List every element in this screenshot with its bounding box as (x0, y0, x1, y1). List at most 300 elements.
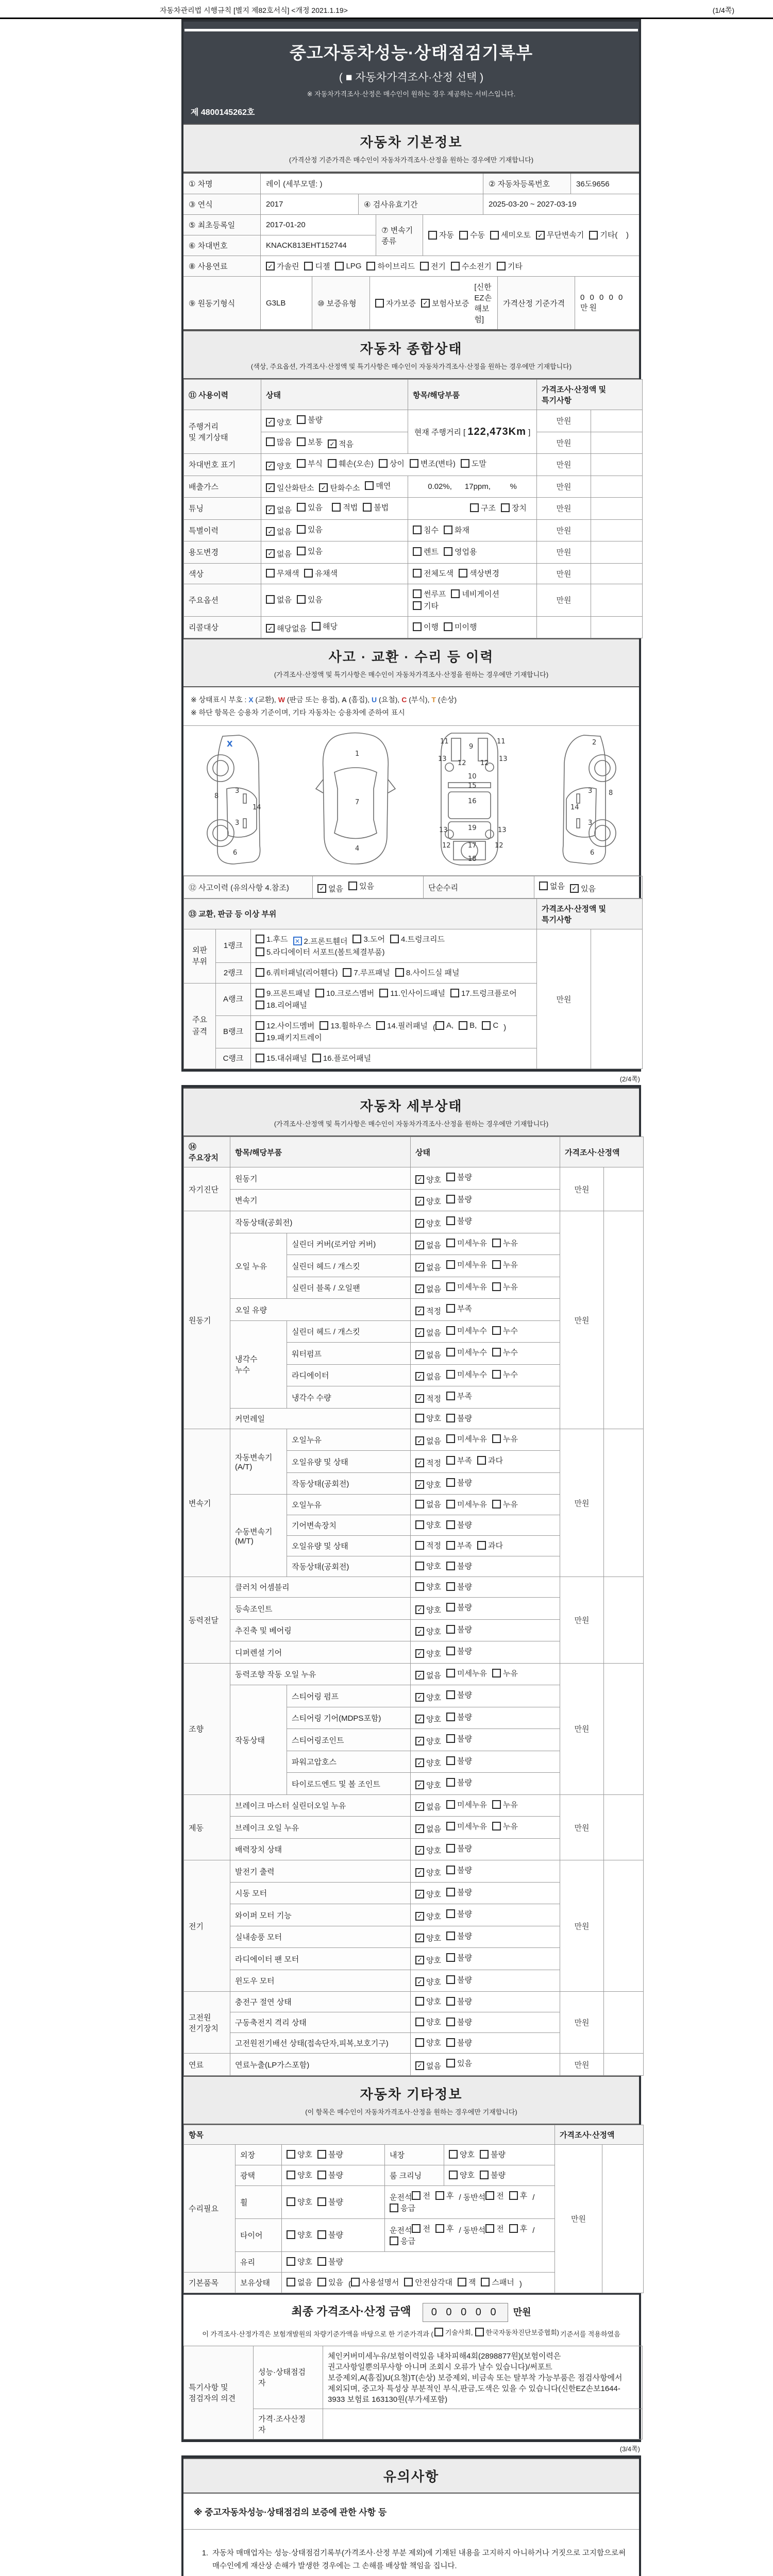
checkbox-양호[interactable] (415, 1519, 441, 1530)
checkbox-icon[interactable] (315, 989, 324, 997)
checkbox-누수[interactable] (492, 1369, 518, 1380)
checkbox-icon[interactable] (415, 1997, 424, 2006)
checkbox-icon[interactable] (395, 968, 404, 977)
checkbox-구조[interactable] (470, 502, 496, 513)
checkbox-양호[interactable] (266, 461, 292, 471)
checkbox-유채색[interactable] (304, 568, 337, 579)
checkbox-icon[interactable] (446, 1713, 455, 1721)
checkbox-없음[interactable] (266, 526, 292, 537)
checkbox-상이[interactable] (379, 458, 405, 469)
checkbox-양호[interactable] (415, 1174, 441, 1185)
checkbox-icon[interactable] (444, 622, 452, 631)
checkbox-9.프론트패널[interactable] (256, 988, 310, 998)
checkbox-icon[interactable] (446, 1953, 455, 1962)
checkbox-icon[interactable] (266, 262, 275, 270)
checkbox-자가보증[interactable] (375, 298, 416, 309)
checkbox-잭[interactable] (458, 2277, 476, 2287)
checkbox-없음[interactable] (539, 880, 565, 891)
checkbox-기타(-)[interactable] (589, 228, 629, 243)
checkbox-icon[interactable] (485, 2224, 494, 2233)
checkbox-icon[interactable] (413, 589, 422, 598)
checkbox-불량[interactable] (446, 1887, 472, 1897)
checkbox-icon[interactable] (434, 2328, 443, 2336)
checkbox-icon[interactable] (477, 1456, 486, 1465)
checkbox-icon[interactable] (490, 231, 499, 240)
checkbox-icon[interactable] (446, 1800, 455, 1809)
checkbox-icon[interactable] (415, 1219, 424, 1228)
checkbox-icon[interactable] (266, 624, 275, 633)
checkbox-icon[interactable] (415, 1627, 424, 1636)
checkbox-응급[interactable] (390, 2235, 415, 2246)
checkbox-B,[interactable] (459, 1021, 477, 1030)
checkbox-icon[interactable] (266, 462, 275, 470)
checkbox-icon[interactable] (415, 1912, 424, 1921)
checkbox-icon[interactable] (446, 1822, 455, 1831)
checkbox-icon[interactable] (470, 503, 479, 512)
checkbox-icon[interactable] (415, 1562, 424, 1570)
checkbox-미세누수[interactable] (446, 1325, 487, 1336)
checkbox-사용설명서[interactable] (351, 2277, 399, 2287)
checkbox-icon[interactable] (446, 1260, 455, 1269)
checkbox-icon[interactable] (287, 2150, 295, 2159)
checkbox-불량[interactable] (317, 2229, 343, 2240)
checkbox-불량[interactable] (446, 1755, 472, 1766)
checkbox-불량[interactable] (446, 1646, 472, 1656)
checkbox-전[interactable] (412, 2223, 430, 2234)
checkbox-해당없음[interactable] (266, 623, 307, 634)
checkbox-불량[interactable] (446, 1172, 472, 1182)
checkbox-안전삼각대[interactable] (404, 2277, 452, 2287)
checkbox-양호[interactable] (415, 1196, 441, 1207)
checkbox-icon[interactable] (446, 2059, 455, 2067)
checkbox-양호[interactable] (415, 1845, 441, 1856)
checkbox-1.후드[interactable] (256, 934, 288, 944)
checkbox-icon[interactable] (332, 503, 341, 512)
checkbox-양호[interactable] (415, 1976, 441, 1987)
checkbox-icon[interactable] (266, 527, 275, 536)
checkbox-icon[interactable] (451, 262, 460, 270)
checkbox-icon[interactable] (297, 525, 306, 534)
checkbox-없음[interactable] (415, 1801, 441, 1812)
checkbox-icon[interactable] (492, 1239, 501, 1247)
checkbox-누유[interactable] (492, 1433, 518, 1444)
checkbox-icon[interactable] (415, 1715, 424, 1723)
checkbox-불량[interactable] (317, 2149, 343, 2160)
checkbox-세미오토[interactable] (490, 228, 531, 243)
checkbox-icon[interactable] (297, 547, 306, 555)
checkbox-렌트[interactable] (413, 546, 439, 557)
checkbox-icon[interactable] (446, 1239, 455, 1247)
checkbox-icon[interactable] (348, 882, 357, 890)
checkbox-icon[interactable] (256, 935, 264, 943)
checkbox-icon[interactable] (446, 1997, 455, 2006)
checkbox-icon[interactable] (317, 2197, 326, 2206)
checkbox-icon[interactable] (415, 1605, 424, 1614)
checkbox-C[interactable] (482, 1021, 498, 1030)
checkbox-icon[interactable] (446, 1625, 455, 1634)
checkbox-불량[interactable] (446, 1413, 472, 1423)
checkbox-영업용[interactable] (444, 546, 477, 557)
checkbox-불량[interactable] (317, 2256, 343, 2267)
checkbox-불량[interactable] (446, 1624, 472, 1635)
checkbox-icon[interactable] (256, 989, 264, 997)
checkbox-icon[interactable] (446, 1520, 455, 1529)
checkbox-양호[interactable] (415, 1736, 441, 1747)
checkbox-전체도색[interactable] (413, 568, 453, 579)
checkbox-icon[interactable] (415, 1737, 424, 1745)
checkbox-icon[interactable] (444, 526, 452, 534)
checkbox-양호[interactable] (415, 1757, 441, 1768)
checkbox-보통[interactable] (297, 436, 323, 447)
checkbox-불량[interactable] (446, 1194, 472, 1205)
checkbox-있음[interactable] (297, 594, 323, 605)
checkbox-icon[interactable] (421, 299, 430, 308)
checkbox-icon[interactable] (415, 1372, 424, 1381)
checkbox-없음[interactable] (415, 1262, 441, 1273)
checkbox-양호[interactable] (415, 1714, 441, 1724)
checkbox-적정[interactable] (415, 1393, 441, 1404)
checkbox-icon[interactable] (492, 1669, 501, 1677)
checkbox-13.휠하우스[interactable] (320, 1020, 371, 1031)
checkbox-icon[interactable] (328, 439, 337, 448)
checkbox-부식[interactable] (297, 458, 323, 469)
checkbox-양호[interactable] (287, 2170, 312, 2180)
checkbox-8.사이드실-패널[interactable] (395, 967, 460, 978)
checkbox-icon[interactable] (432, 1021, 444, 1032)
checkbox-icon[interactable] (477, 1541, 486, 1550)
checkbox-icon[interactable] (390, 2236, 398, 2245)
checkbox-후[interactable] (509, 2190, 528, 2201)
checkbox-A,[interactable] (432, 1021, 454, 1032)
checkbox-icon[interactable] (297, 503, 306, 512)
checkbox-icon[interactable] (446, 1478, 455, 1487)
checkbox-부족[interactable] (446, 1303, 472, 1314)
checkbox-과다[interactable] (477, 1455, 503, 1466)
checkbox-icon[interactable] (480, 2150, 489, 2159)
checkbox-icon[interactable] (415, 1582, 424, 1591)
checkbox-불량[interactable] (446, 1733, 472, 1744)
checkbox-불량[interactable] (446, 1865, 472, 1875)
checkbox-icon[interactable] (415, 1758, 424, 1767)
checkbox-icon[interactable] (415, 1693, 424, 1702)
checkbox-양호[interactable] (415, 1626, 441, 1637)
checkbox-색상변경[interactable] (459, 568, 499, 579)
checkbox-icon[interactable] (317, 2230, 326, 2239)
checkbox-icon[interactable] (444, 547, 452, 556)
checkbox-icon[interactable] (376, 1021, 385, 1030)
checkbox-icon[interactable] (317, 2171, 326, 2179)
checkbox-있음[interactable] (297, 524, 323, 535)
checkbox-icon[interactable] (459, 231, 468, 240)
checkbox-icon[interactable] (412, 2191, 421, 2200)
checkbox-icon[interactable] (481, 2278, 490, 2286)
checkbox-icon[interactable] (415, 1480, 424, 1489)
checkbox-icon[interactable] (446, 2018, 455, 2026)
checkbox-적정[interactable] (415, 1458, 441, 1468)
checkbox-불량[interactable] (446, 2037, 472, 2048)
checkbox-icon[interactable] (415, 1328, 424, 1337)
checkbox-불량[interactable] (446, 1974, 472, 1985)
checkbox-7.루프패널[interactable] (343, 967, 390, 978)
checkbox-icon[interactable] (415, 1824, 424, 1833)
checkbox-icon[interactable] (415, 1520, 424, 1529)
checkbox-icon[interactable] (413, 526, 422, 534)
checkbox-icon[interactable] (446, 1603, 455, 1612)
checkbox-없음[interactable] (415, 1823, 441, 1834)
x-mark-checkbox-icon[interactable] (293, 937, 302, 945)
checkbox-icon[interactable] (415, 2038, 424, 2047)
checkbox-icon[interactable] (570, 884, 579, 893)
checkbox-적정[interactable] (415, 1306, 441, 1316)
checkbox-icon[interactable] (415, 1394, 424, 1403)
checkbox-없음[interactable] (415, 1670, 441, 1681)
checkbox-5.라디에이터-서포트(볼트체결부품)[interactable] (256, 946, 385, 957)
checkbox-icon[interactable] (492, 1282, 501, 1291)
checkbox-icon[interactable] (319, 483, 328, 492)
checkbox-icon[interactable] (415, 1350, 424, 1359)
checkbox-icon[interactable] (446, 1690, 455, 1699)
checkbox-icon[interactable] (509, 2224, 518, 2233)
checkbox-icon[interactable] (446, 1582, 455, 1591)
checkbox-불량[interactable] (446, 1519, 472, 1530)
checkbox-6.쿼터패널(리어휀다)[interactable] (256, 967, 338, 978)
checkbox-불법[interactable] (363, 502, 389, 513)
checkbox-양호[interactable] (415, 2016, 441, 2027)
checkbox-icon[interactable] (446, 1562, 455, 1570)
checkbox-없음[interactable] (415, 1327, 441, 1338)
checkbox-디젤[interactable] (304, 261, 330, 272)
checkbox-없음[interactable] (415, 1499, 441, 1510)
checkbox-양호[interactable] (415, 1996, 441, 2007)
checkbox-부족[interactable] (446, 1455, 472, 1466)
checkbox-icon[interactable] (256, 968, 264, 977)
checkbox-후[interactable] (435, 2190, 454, 2201)
checkbox-icon[interactable] (287, 2230, 295, 2239)
checkbox-icon[interactable] (415, 1890, 424, 1899)
checkbox-icon[interactable] (459, 1021, 467, 1030)
checkbox-미세누수[interactable] (446, 1347, 487, 1358)
checkbox-icon[interactable] (446, 1669, 455, 1677)
checkbox-icon[interactable] (304, 569, 313, 578)
checkbox-icon[interactable] (287, 2278, 295, 2286)
checkbox-불량[interactable] (446, 1689, 472, 1700)
checkbox-불량[interactable] (446, 1477, 472, 1488)
checkbox-icon[interactable] (413, 547, 422, 556)
checkbox-icon[interactable] (351, 2278, 360, 2286)
checkbox-icon[interactable] (492, 1370, 501, 1379)
checkbox-장치[interactable] (501, 502, 527, 513)
checkbox-icon[interactable] (297, 437, 306, 446)
checkbox-적정[interactable] (415, 1540, 441, 1551)
checkbox-icon[interactable] (446, 1173, 455, 1181)
checkbox-양호[interactable] (415, 1561, 441, 1571)
checkbox-누유[interactable] (492, 1238, 518, 1248)
checkbox-icon[interactable] (256, 1033, 264, 1042)
checkbox-LPG[interactable] (335, 262, 361, 270)
checkbox-icon[interactable] (415, 1241, 424, 1249)
checkbox-기타[interactable] (413, 600, 439, 611)
checkbox-icon[interactable] (287, 2197, 295, 2206)
checkbox-icon[interactable] (435, 2224, 444, 2233)
checkbox-icon[interactable] (446, 1909, 455, 1918)
checkbox-icon[interactable] (446, 1434, 455, 1443)
checkbox-양호[interactable] (449, 2170, 475, 2180)
checkbox-훼손(오손)[interactable] (328, 458, 374, 469)
checkbox-미세누유[interactable] (446, 1799, 487, 1810)
checkbox-적법[interactable] (332, 502, 358, 513)
checkbox-있음[interactable] (297, 546, 323, 556)
checkbox-icon[interactable] (415, 1197, 424, 1206)
checkbox-보험사보증[interactable] (421, 298, 469, 309)
checkbox-icon[interactable] (446, 1195, 455, 1204)
checkbox-후[interactable] (435, 2223, 454, 2234)
checkbox-12.사이드멤버[interactable] (256, 1020, 314, 1031)
checkbox-누수[interactable] (492, 1347, 518, 1358)
checkbox-icon[interactable] (446, 1647, 455, 1655)
checkbox-icon[interactable] (379, 459, 388, 468)
checkbox-양호[interactable] (266, 417, 292, 428)
checkbox-16.플로어패널[interactable] (312, 1053, 371, 1063)
checkbox-icon[interactable] (415, 1671, 424, 1680)
checkbox-icon[interactable] (297, 459, 306, 468)
checkbox-누유[interactable] (492, 1499, 518, 1510)
checkbox-무채색[interactable] (266, 568, 299, 579)
checkbox-icon[interactable] (415, 1436, 424, 1445)
checkbox-부족[interactable] (446, 1540, 472, 1551)
checkbox-양호[interactable] (415, 2037, 441, 2048)
checkbox-icon[interactable] (390, 2204, 398, 2212)
checkbox-icon[interactable] (589, 231, 598, 240)
checkbox-양호[interactable] (415, 1867, 441, 1878)
checkbox-없음[interactable] (415, 2060, 441, 2071)
checkbox-전기[interactable] (420, 261, 446, 272)
checkbox-가솔린[interactable] (266, 261, 299, 272)
checkbox-icon[interactable] (379, 989, 388, 997)
checkbox-누유[interactable] (492, 1668, 518, 1679)
checkbox-불량[interactable] (446, 1777, 472, 1788)
checkbox-icon[interactable] (446, 1541, 455, 1550)
checkbox-icon[interactable] (446, 2038, 455, 2047)
checkbox-누유[interactable] (492, 1259, 518, 1270)
checkbox-2.프론트휀더[interactable] (293, 936, 348, 946)
checkbox-불량[interactable] (317, 2196, 343, 2207)
checkbox-양호[interactable] (415, 1413, 441, 1423)
checkbox-불량[interactable] (446, 1581, 472, 1592)
checkbox-양호[interactable] (415, 1692, 441, 1703)
checkbox-미세누유[interactable] (446, 1668, 487, 1679)
checkbox-없음[interactable] (415, 1349, 441, 1360)
checkbox-전[interactable] (485, 2190, 504, 2201)
checkbox-양호[interactable] (415, 1955, 441, 1965)
checkbox-이행[interactable] (413, 621, 439, 632)
checkbox-icon[interactable] (446, 1370, 455, 1379)
checkbox-icon[interactable] (415, 1934, 424, 1942)
checkbox-icon[interactable] (317, 884, 326, 893)
checkbox-양호[interactable] (415, 1581, 441, 1592)
checkbox-탄화수소[interactable] (319, 482, 360, 493)
checkbox-14.필러패널[interactable] (376, 1020, 428, 1031)
checkbox-누수[interactable] (492, 1325, 518, 1336)
checkbox-icon[interactable] (375, 299, 384, 308)
checkbox-icon[interactable] (446, 1304, 455, 1313)
checkbox-변조(변타)[interactable] (410, 458, 456, 469)
checkbox-있음[interactable] (297, 502, 323, 513)
checkbox-icon[interactable] (390, 935, 399, 943)
checkbox-icon[interactable] (415, 1263, 424, 1272)
checkbox-icon[interactable] (413, 622, 422, 631)
checkbox-있음[interactable] (317, 2277, 343, 2287)
checkbox-icon[interactable] (256, 1021, 264, 1030)
checkbox-미이행[interactable] (444, 621, 477, 632)
checkbox-icon[interactable] (352, 935, 361, 943)
checkbox-icon[interactable] (497, 262, 506, 270)
checkbox-icon[interactable] (297, 415, 306, 424)
checkbox-양호[interactable] (415, 1889, 441, 1900)
checkbox-불량[interactable] (446, 1711, 472, 1722)
checkbox-불량[interactable] (446, 1843, 472, 1854)
checkbox-icon[interactable] (415, 2018, 424, 2026)
checkbox-icon[interactable] (297, 595, 306, 604)
checkbox-전[interactable] (412, 2190, 430, 2201)
checkbox-기술사회,[interactable] (434, 2327, 473, 2337)
checkbox-없음[interactable] (415, 1371, 441, 1382)
checkbox-icon[interactable] (539, 882, 548, 890)
checkbox-icon[interactable] (480, 2171, 489, 2179)
checkbox-전[interactable] (485, 2223, 504, 2234)
checkbox-침수[interactable] (413, 524, 439, 535)
checkbox-icon[interactable] (536, 231, 545, 240)
checkbox-icon[interactable] (266, 505, 275, 514)
checkbox-icon[interactable] (413, 601, 422, 610)
checkbox-썬루프[interactable] (413, 588, 446, 599)
checkbox-icon[interactable] (415, 1541, 424, 1550)
checkbox-icon[interactable] (266, 437, 275, 446)
checkbox-icon[interactable] (446, 1888, 455, 1896)
checkbox-icon[interactable] (312, 622, 321, 631)
checkbox-icon[interactable] (428, 231, 437, 240)
checkbox-15.대쉬패널[interactable] (256, 1053, 307, 1063)
checkbox-icon[interactable] (266, 549, 275, 558)
checkbox-4.트렁크리드[interactable] (390, 934, 445, 944)
checkbox-icon[interactable] (366, 262, 375, 270)
checkbox-없음[interactable] (266, 594, 292, 605)
checkbox-불량[interactable] (446, 1908, 472, 1919)
checkbox-3.도어[interactable] (352, 934, 385, 944)
checkbox-불량[interactable] (446, 1930, 472, 1941)
checkbox-icon[interactable] (320, 1021, 328, 1030)
checkbox-icon[interactable] (410, 459, 418, 468)
checkbox-icon[interactable] (458, 2278, 466, 2286)
checkbox-icon[interactable] (412, 2224, 421, 2233)
checkbox-icon[interactable] (449, 2171, 458, 2179)
checkbox-양호[interactable] (287, 2229, 312, 2240)
checkbox-icon[interactable] (312, 1054, 321, 1062)
checkbox-미세누수[interactable] (446, 1369, 487, 1380)
checkbox-icon[interactable] (256, 1001, 264, 1009)
checkbox-icon[interactable] (415, 1459, 424, 1467)
checkbox-icon[interactable] (492, 1822, 501, 1831)
checkbox-불량[interactable] (446, 2016, 472, 2027)
checkbox-icon[interactable] (404, 2278, 413, 2286)
checkbox-icon[interactable] (446, 1866, 455, 1874)
checkbox-icon[interactable] (317, 2278, 326, 2286)
checkbox-icon[interactable] (492, 1260, 501, 1269)
checkbox-해당[interactable] (312, 621, 338, 632)
checkbox-없음[interactable] (415, 1435, 441, 1446)
checkbox-icon[interactable] (446, 1500, 455, 1509)
checkbox-icon[interactable] (365, 481, 374, 490)
checkbox-icon[interactable] (446, 1216, 455, 1225)
